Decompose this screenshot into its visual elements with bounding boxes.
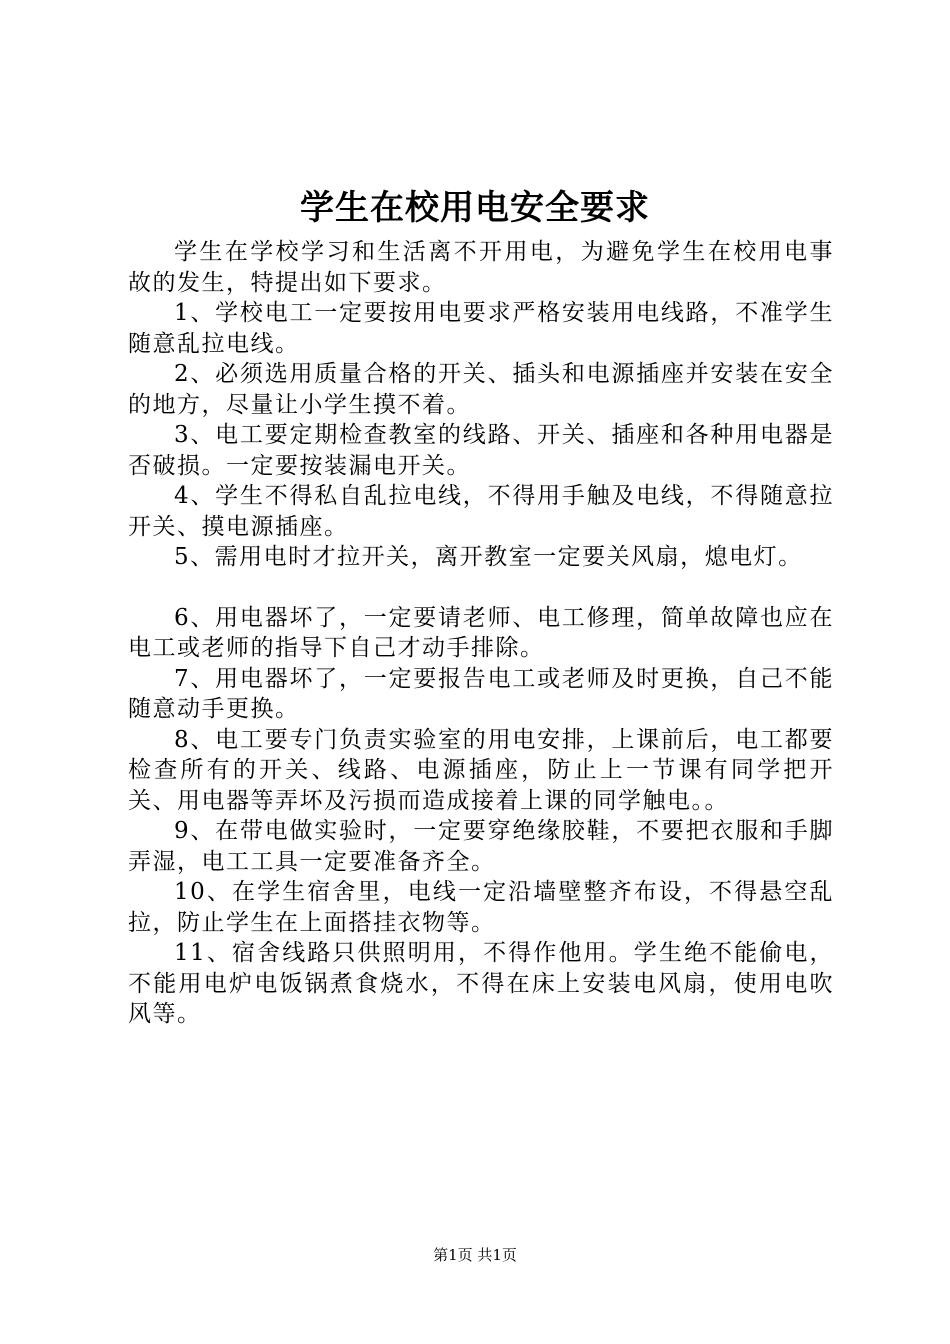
paragraph-item-7: 7、用电器坏了，一定要报告电工或老师及时更换，自己不能随意动手更换。 (128, 665, 834, 722)
document-body (128, 237, 834, 1030)
paragraph-item-8: 8、电工要专门负责实验室的用电安排，上课前后，电工都要检查所有的开关、线路、电源插座，防止上一节课有同学把开关、用电器等弄坏及污损而造成接着上课的同学触电。。 (128, 726, 834, 814)
paragraph-item-6: 6、用电器坏了，一定要请老师、电工修理，简单故障也应在电工或老师的指导下自己才动手排除。 (128, 604, 834, 661)
paragraph-intro: 学生在学校学习和生活离不开用电，为避免学生在校用电事故的发生，特提出如下要求。 (128, 239, 834, 296)
paragraph-item-5: 5、需用电时才拉开关，离开教室一定要关风扇，熄电灯。 (174, 544, 803, 570)
paragraph-item-10: 10、在学生宿舍里，电线一定沿墙壁整齐布设，不得悬空乱拉，防止学生在上面搭挂衣物等。 (128, 879, 834, 936)
paragraph-item-1: 1、学校电工一定要按用电要求严格安装用电线路，不准学生随意乱拉电线。 (128, 300, 834, 357)
paragraph-item-2: 2、必须选用质量合格的开关、插头和电源插座并安装在安全的地方，尽量让小学生摸不着。 (128, 361, 834, 418)
paragraph-item-4: 4、学生不得私自乱拉电线，不得用手触及电线，不得随意拉开关、摸电源插座。 (128, 483, 834, 540)
page-title: 学生在校用电安全要求 (300, 188, 650, 228)
page-footer: 第1页 共1页 (433, 1246, 517, 1264)
paragraph-item-3: 3、电工要定期检查教室的线路、开关、插座和各种用电器是否破损。一定要按装漏电开关。 (128, 422, 834, 479)
paragraph-item-9: 9、在带电做实验时，一定要穿绝缘胶鞋，不要把衣服和手脚弄湿，电工工具一定要准备齐全。 (128, 818, 834, 875)
paragraph-item-11: 11、宿舍线路只供照明用，不得作他用。学生绝不能偷电，不能用电炉电饭锅煮食烧水，不得在床上安装电风扇，使用电吹风等。 (128, 940, 834, 1027)
